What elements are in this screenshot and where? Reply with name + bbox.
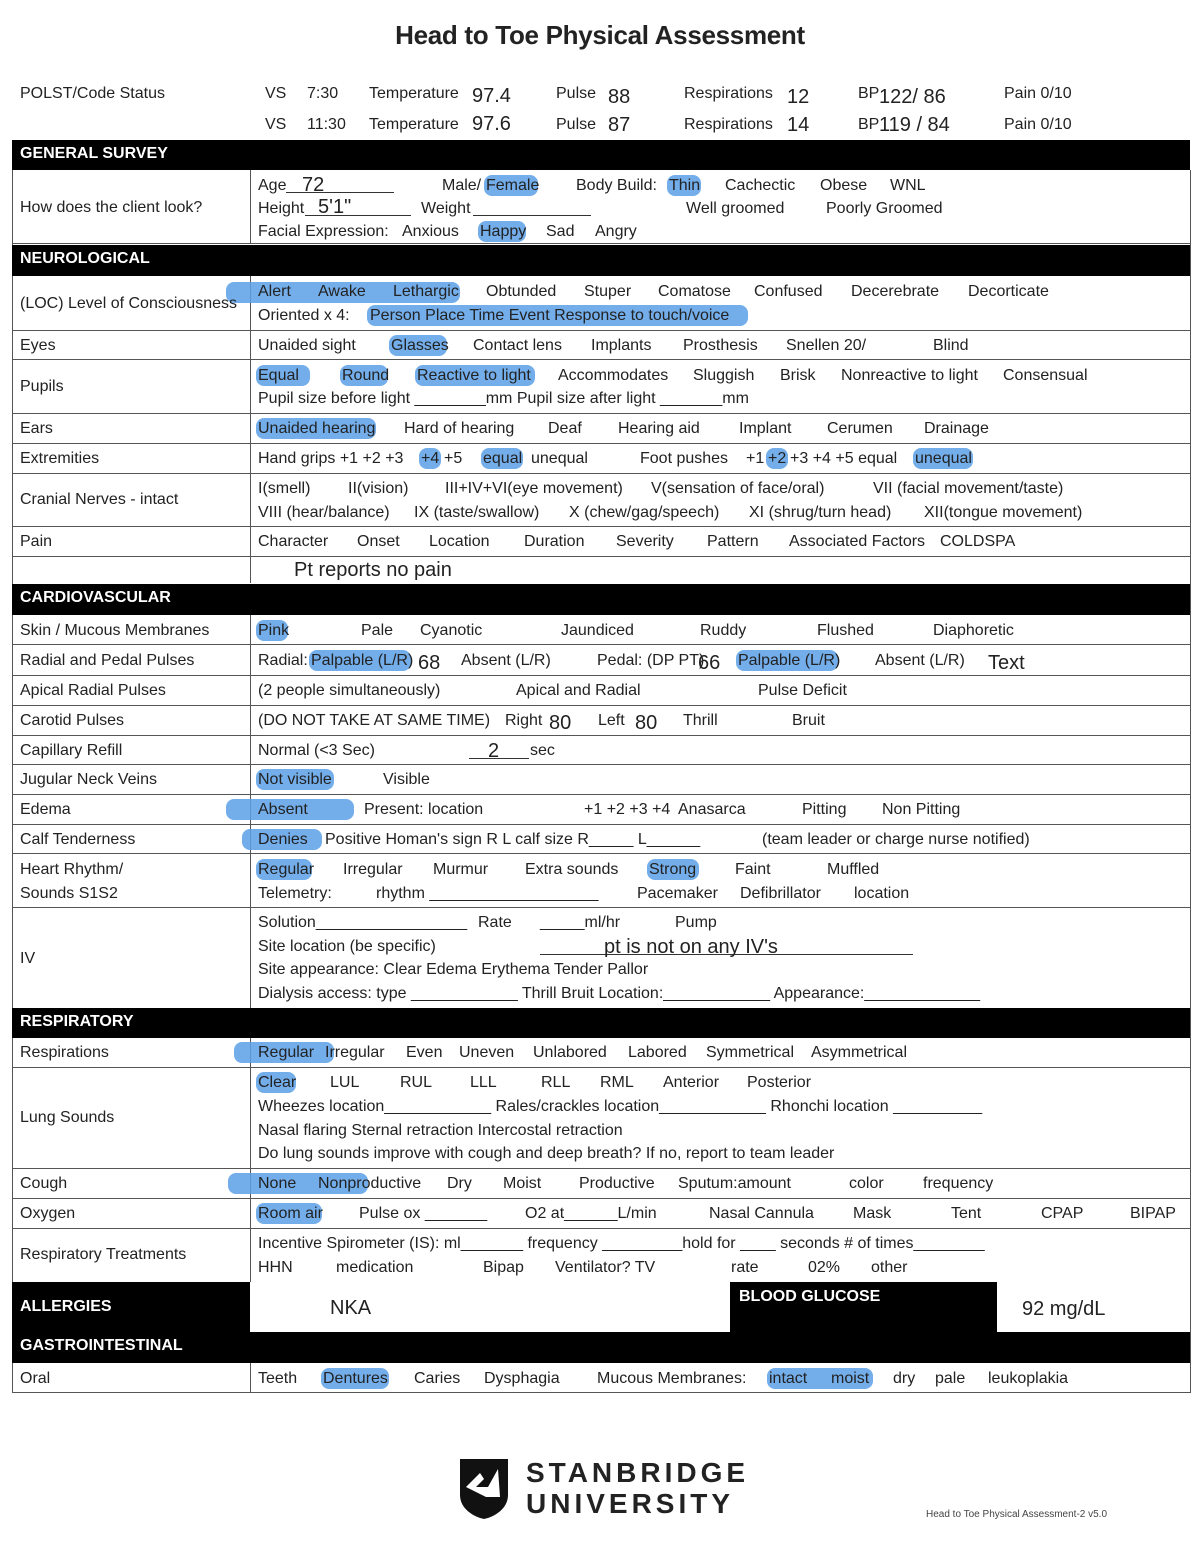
cough-label: Cough [20,1175,68,1192]
page-title: Head to Toe Physical Assessment [395,20,805,50]
oral-dry: dry [893,1370,916,1387]
ears-cerumen: Cerumen [827,420,893,437]
telemetry-label: Telemetry: [258,885,332,902]
lung-retractions: Nasal flaring Sternal retraction Intercostal retraction [258,1122,623,1139]
cough-nonproductive: Nonproductive [318,1175,422,1192]
resp-asymmetrical: Asymmetrical [811,1044,908,1061]
heart-strong: Strong [649,861,697,878]
foot-unequal: unequal [915,450,972,467]
oral-dysphagia: Dysphagia [484,1370,560,1387]
cn-3-4-6: III+IV+VI(eye movement) [445,480,623,497]
heart-murmur: Murmur [433,861,489,878]
cough-dry: Dry [447,1175,472,1192]
pupils-nonreactive: Nonreactive to light [841,367,978,384]
section-cardiovascular: CARDIOVASCULAR [12,584,1190,615]
height-label: Height [258,200,305,217]
gender-female: Female [486,177,540,194]
resp-label: Respirations [684,85,773,102]
glucose-value: 92 mg/dL [1022,1298,1106,1320]
resp-irregular: Irregular [325,1044,385,1061]
cn-8: VIII (hear/balance) [258,504,390,521]
pupils-brisk: Brisk [780,367,816,384]
skin-diaphoretic: Diaphoretic [933,622,1014,639]
cap-normal: Normal (<3 Sec) [258,742,375,759]
height-value: 5'1" [318,196,352,218]
radial-label: Radial and Pedal Pulses [20,652,195,669]
body-build-label: Body Build: [576,177,657,194]
heart-label-2: Sounds S1S2 [20,885,118,902]
bp-value: 119 / 84 [879,114,950,136]
defibrillator: Defibrillator [740,885,821,902]
eyes-snellen: Snellen 20/ [786,337,867,354]
foot-pushes: Foot pushes [640,450,729,467]
cn-11: XI (shrug/turn head) [749,504,892,521]
lung-wheezes: Wheezes location____________ Rales/crackles location____________ Rhonchi location __________ [258,1098,983,1115]
pacemaker: Pacemaker [637,885,718,902]
edema-present: Present: location [364,801,484,818]
lung-clear: Clear [258,1074,297,1091]
treat-other: other [871,1259,908,1276]
telemetry-rhythm: rhythm ___________________ [376,885,599,902]
skin-label: Skin / Mucous Membranes [20,622,210,639]
section-neurological: NEUROLOGICAL [12,245,1190,276]
treat-hhn: HHN [258,1259,293,1276]
pain-character: Character [258,533,329,550]
carotid-note: (DO NOT TAKE AT SAME TIME) [258,712,491,729]
age-value: 72 [302,174,325,196]
pupils-label: Pupils [20,378,64,395]
apical-label: Apical Radial Pulses [20,682,166,699]
footer-version: Head to Toe Physical Assessment-2 v5.0 [926,1509,1108,1520]
edema-non-pitting: Non Pitting [882,801,961,818]
hand-unequal: unequal [531,450,588,467]
lung-rul: RUL [400,1074,433,1091]
facial-sad: Sad [546,223,575,240]
oxygen-o2-at: O2 at______L/min [525,1205,657,1222]
loc-stuper: Stuper [584,283,632,300]
pulse-value: 88 [608,86,631,108]
polst-label: POLST/Code Status [20,85,165,102]
cough-color: color [849,1175,884,1192]
edema-anasarca: Anasarca [678,801,746,818]
skin-flushed: Flushed [817,622,874,639]
radial-value: 68 [418,652,441,674]
foot-plus1: +1 [746,450,765,467]
cap-value: 2 [488,740,500,762]
loc-label: (LOC) Level of Consciousness [20,295,237,312]
pain-value: Pain 0/10 [1004,85,1072,102]
cn-9: IX (taste/swallow) [414,504,540,521]
edema-scale: +1 +2 +3 +4 [584,801,671,818]
oxygen-room-air: Room air [258,1205,323,1222]
carotid-left-value: 80 [635,712,658,734]
eyes-glasses: Glasses [391,337,449,354]
loc-obtunded: Obtunded [486,283,557,300]
pain-value: Pain 0/10 [1004,116,1072,133]
age-label: Age [258,177,287,194]
lung-posterior: Posterior [747,1074,812,1091]
ears-unaided: Unaided hearing [258,420,376,437]
pain-associated: Associated Factors [789,533,926,550]
calf-denies: Denies [258,831,308,848]
skin-pale: Pale [361,622,394,639]
ears-drainage: Drainage [924,420,989,437]
lung-rll: RLL [541,1074,571,1091]
heart-faint: Faint [735,861,771,878]
eyes-unaided: Unaided sight [258,337,356,354]
build-thin: Thin [669,177,701,194]
treatments-label: Respiratory Treatments [20,1246,187,1263]
heart-label-1: Heart Rhythm/ [20,861,124,878]
facial-label: Facial Expression: [258,223,389,240]
temp-value: 97.4 [472,85,511,107]
iv-appearance: Site appearance: Clear Edema Erythema Tender Pallor [258,961,649,978]
pupils-reactive: Reactive to light [417,367,531,384]
ears-aid: Hearing aid [618,420,700,437]
jvd-not-visible: Not visible [258,771,332,788]
build-wnl: WNL [890,177,926,194]
apical-note: (2 people simultaneously) [258,682,441,699]
lung-label: Lung Sounds [20,1109,115,1126]
lung-improve: Do lung sounds improve with cough and deep breath? If no, report to team leader [258,1145,835,1162]
hand-grips: Hand grips +1 +2 +3 [258,450,404,467]
oral-label: Oral [20,1370,51,1387]
iv-site-note: pt is not on any IV's [604,936,778,958]
iv-pump: Pump [675,914,717,931]
treat-bipap: Bipap [483,1259,524,1276]
ears-implant: Implant [739,420,792,437]
pedal-palpable: Palpable (L/R) [738,652,841,669]
lung-lll: LLL [470,1074,497,1091]
jvd-visible: Visible [383,771,430,788]
cn-12: XII(tongue movement) [924,504,1083,521]
loc-decerebrate: Decerebrate [851,283,940,300]
jvd-label: Jugular Neck Veins [20,771,157,788]
heart-regular: Regular [258,861,315,878]
cough-moist: Moist [503,1175,542,1192]
extremities-label: Extremities [20,450,100,467]
resp-uneven: Uneven [459,1044,515,1061]
cranial-label: Cranial Nerves - intact [20,491,179,508]
iv-label: IV [20,950,36,967]
facial-happy: Happy [480,223,527,240]
skin-cyanotic: Cyanotic [420,622,483,639]
cough-none: None [258,1175,297,1192]
carotid-right-value: 80 [549,712,572,734]
oral-caries: Caries [414,1370,461,1387]
bp-value: 122/ 86 [879,86,946,108]
carotid-thrill: Thrill [683,712,718,729]
weight-label: Weight [421,200,471,217]
poorly-groomed: Poorly Groomed [826,200,943,217]
lung-lul: LUL [330,1074,360,1091]
resp-label: Respirations [684,116,773,133]
oral-mucous: Mucous Membranes: [597,1370,747,1387]
foot-rest: +3 +4 +5 equal [790,450,898,467]
skin-jaundiced: Jaundiced [561,622,634,639]
hand-equal: equal [483,450,523,467]
oxygen-nasal: Nasal Cannula [709,1205,814,1222]
cap-label: Capillary Refill [20,742,123,759]
eyes-implants: Implants [591,337,652,354]
radial-palpable: Palpable (L/R) [311,652,414,669]
resp-even: Even [406,1044,443,1061]
iv-solution: Solution_________________ [258,914,468,931]
loc-decorticate: Decorticate [968,283,1049,300]
carotid-bruit: Bruit [792,712,825,729]
pain-label: Pain [20,533,53,550]
section-gastrointestinal: GASTROINTESTINAL [12,1332,1190,1363]
cn-1: I(smell) [258,480,311,497]
pupils-sluggish: Sluggish [693,367,755,384]
pedal-value: 66 [698,652,721,674]
pulse-label: Pulse [556,85,597,102]
pain-coldspa: COLDSPA [940,533,1016,550]
skin-ruddy: Ruddy [700,622,747,639]
bp-label: BP [858,116,880,133]
iv-site: Site location (be specific) [258,938,436,955]
resp-value: 14 [787,114,810,136]
lung-rml: RML [600,1074,634,1091]
heart-irregular: Irregular [343,861,403,878]
oral-teeth: Teeth [258,1370,298,1387]
cough-productive: Productive [579,1175,655,1192]
oral-pale: pale [935,1370,966,1387]
calf-homans: Positive Homan's sign R L calf size R_____ L______ [325,831,701,848]
glucose-label: BLOOD GLUCOSE [739,1288,881,1305]
temp-value: 97.6 [472,113,511,135]
edema-label: Edema [20,801,71,818]
oriented-items: Person Place Time Event Response to touch/voice [370,307,730,324]
hand-plus5: +5 [444,450,463,467]
lung-anterior: Anterior [663,1074,720,1091]
eyes-prosthesis: Prosthesis [683,337,758,354]
oxygen-tent: Tent [951,1205,982,1222]
section-general-survey: GENERAL SURVEY [12,140,1190,170]
pain-duration: Duration [524,533,585,550]
oral-intact: intact [769,1370,808,1387]
build-obese: Obese [820,177,868,194]
resp-regular: Regular [258,1044,315,1061]
treat-ventilator: Ventilator? TV [555,1259,656,1276]
pain-note: Pt reports no pain [294,559,452,581]
ears-deaf: Deaf [548,420,582,437]
calf-label: Calf Tenderness [20,831,136,848]
cn-10: X (chew/gag/speech) [569,504,720,521]
pain-onset: Onset [357,533,400,550]
cap-sec: sec [530,742,555,759]
vs-time: 7:30 [307,85,339,102]
general-label: How does the client look? [20,199,203,216]
oral-dentures: Dentures [323,1370,388,1387]
radial-absent: Absent (L/R) [461,652,551,669]
cough-sputum: Sputum:amount [678,1175,791,1192]
loc-awake: Awake [318,283,366,300]
temp-label: Temperature [369,116,459,133]
skin-pink: Pink [258,622,290,639]
device-location: location [854,885,910,902]
pedal-absent: Absent (L/R) [875,652,965,669]
pain-location: Location [429,533,490,550]
edema-absent: Absent [258,801,308,818]
oxygen-mask: Mask [853,1205,892,1222]
facial-anxious: Anxious [402,223,459,240]
treat-rate: rate [731,1259,759,1276]
oxygen-label: Oxygen [20,1205,76,1222]
ears-hard: Hard of hearing [404,420,515,437]
bp-label: BP [858,85,880,102]
stanbridge-shield-icon [458,1457,510,1519]
oriented-label: Oriented x 4: [258,307,350,324]
pulse-label: Pulse [556,116,597,133]
facial-angry: Angry [595,223,637,240]
radial-text: Radial: [258,652,308,669]
eyes-contact: Contact lens [473,337,562,354]
oral-moist: moist [831,1370,870,1387]
eyes-blind: Blind [933,337,969,354]
pupils-size: Pupil size before light ________mm Pupil size after light _______mm [258,390,749,407]
cn-5: V(sensation of face/oral) [651,480,825,497]
pedal-text: Pedal: (DP PT) [597,652,705,669]
oral-leukoplakia: leukoplakia [988,1370,1069,1387]
resp-labored: Labored [628,1044,687,1061]
iv-mlhr: _____ml/hr [540,914,621,931]
pupils-consensual: Consensual [1003,367,1088,384]
logo-line-1: STANBRIDGE [526,1457,750,1488]
pedal-note: Text [988,652,1025,674]
apical-radial: Apical and Radial [516,682,641,699]
ears-label: Ears [20,420,53,437]
temp-label: Temperature [369,85,459,102]
oxygen-cpap: CPAP [1041,1205,1084,1222]
pupils-accommodates: Accommodates [558,367,669,384]
loc-lethargic: Lethargic [393,283,459,300]
calf-notified: (team leader or charge nurse notified) [762,831,1030,848]
resp-symmetrical: Symmetrical [706,1044,795,1061]
vs-time: 11:30 [307,116,346,133]
well-groomed: Well groomed [686,200,785,217]
cough-frequency: frequency [923,1175,994,1192]
loc-alert: Alert [258,283,291,300]
heart-muffled: Muffled [827,861,880,878]
loc-comatose: Comatose [658,283,731,300]
allergies-value: NKA [330,1297,372,1319]
loc-confused: Confused [754,283,823,300]
treat-o2: 02% [808,1259,841,1276]
pupils-round: Round [342,367,390,384]
dialysis-access: Dialysis access: type ____________ Thrill Bruit Location:____________ Appearance:_____________ [258,985,981,1002]
treatments-is: Incentive Spirometer (IS): ml_______ frequency _________hold for ____ seconds # of times________ [258,1235,985,1252]
pain-pattern: Pattern [707,533,759,550]
carotid-right: Right [505,712,543,729]
allergies-label: ALLERGIES [20,1298,112,1315]
build-cachectic: Cachectic [725,177,796,194]
resp-value: 12 [787,86,810,108]
cn-2: II(vision) [348,480,409,497]
vs-label: VS [265,85,287,102]
carotid-label: Carotid Pulses [20,712,125,729]
foot-plus2: +2 [768,450,787,467]
resp-unlabored: Unlabored [533,1044,607,1061]
pupils-equal: Equal [258,367,299,384]
treat-medication: medication [336,1259,414,1276]
oxygen-bipap: BIPAP [1130,1205,1176,1222]
pain-severity: Severity [616,533,674,550]
logo-line-2: UNIVERSITY [526,1488,735,1519]
oxygen-pulse-ox: Pulse ox _______ [359,1205,488,1222]
gender-male: Male/ [442,177,482,194]
cn-7: VII (facial movement/taste) [873,480,1064,497]
hand-plus4: +4 [421,450,440,467]
section-respiratory: RESPIRATORY [12,1008,1190,1038]
pulse-deficit: Pulse Deficit [758,682,847,699]
pulse-value: 87 [608,114,631,136]
iv-rate: Rate [478,914,512,931]
heart-extra: Extra sounds [525,861,619,878]
respirations-label: Respirations [20,1044,109,1061]
carotid-left: Left [598,712,625,729]
vs-label: VS [265,116,287,133]
edema-pitting: Pitting [802,801,847,818]
eyes-label: Eyes [20,337,56,354]
